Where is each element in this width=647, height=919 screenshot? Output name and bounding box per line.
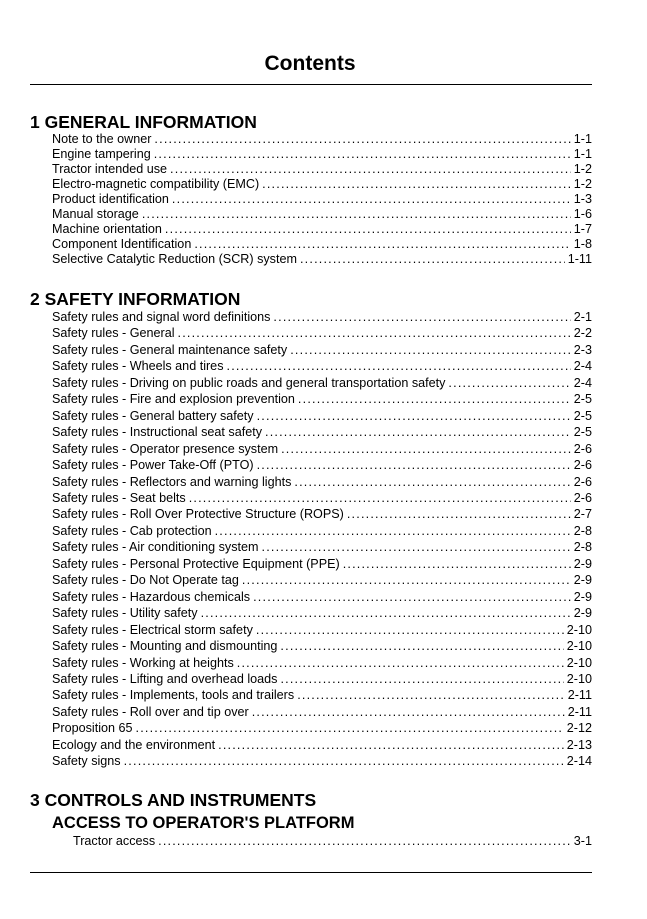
toc-entry[interactable]	[52, 556, 592, 572]
entry-page: 1-11	[567, 252, 592, 266]
entry-label: Ecology and the environment	[52, 737, 216, 752]
entry-page: 1-3	[573, 192, 592, 206]
entry-label: Safety rules - Wheels and tires	[52, 359, 224, 374]
entry-page: 2-6	[573, 490, 592, 505]
entry-page: 1-2	[573, 177, 592, 191]
entry-label: Electro-magnetic compatibility (EMC)	[52, 177, 260, 191]
toc-entry[interactable]	[52, 753, 592, 769]
section-heading: 3 CONTROLS AND INSTRUMENTS	[30, 790, 317, 810]
dot-leader	[347, 506, 571, 522]
section-heading: 1 GENERAL INFORMATION	[30, 112, 257, 132]
entry-page: 2-5	[573, 392, 592, 407]
toc-entry[interactable]	[52, 687, 592, 703]
toc-list	[52, 132, 592, 267]
dot-leader	[170, 162, 571, 177]
entry-label: Tractor intended use	[52, 162, 168, 176]
entry-page: 2-11	[567, 704, 592, 719]
entry-label: Safety rules - General	[52, 326, 175, 341]
toc-entry[interactable]	[52, 671, 592, 687]
dot-leader	[242, 572, 571, 588]
dot-leader	[215, 523, 571, 539]
toc-entry[interactable]	[52, 572, 592, 588]
entry-label: Engine tampering	[52, 147, 151, 161]
entry-label: Safety rules - Cab protection	[52, 523, 212, 538]
dot-leader	[273, 309, 570, 325]
dot-leader	[262, 177, 571, 192]
toc-entry[interactable]	[52, 147, 592, 162]
dot-leader	[136, 720, 564, 736]
entry-page: 2-8	[573, 523, 592, 538]
toc-entry[interactable]	[52, 342, 592, 358]
dot-leader	[262, 539, 571, 555]
dot-leader	[265, 424, 571, 440]
toc-entry[interactable]	[52, 424, 592, 440]
dot-leader	[298, 391, 571, 407]
entry-label: Safety rules - General maintenance safety	[52, 342, 288, 357]
entry-page: 2-4	[573, 375, 592, 390]
toc-entry[interactable]	[52, 737, 592, 753]
entry-page: 1-1	[573, 147, 592, 161]
toc-entry[interactable]	[52, 539, 592, 555]
dot-leader	[280, 638, 563, 654]
dot-leader	[194, 237, 570, 252]
dot-leader	[448, 375, 570, 391]
toc-entry[interactable]	[52, 589, 592, 605]
toc-entry[interactable]	[52, 358, 592, 374]
entry-page: 2-1	[573, 310, 592, 324]
section-safety-information	[30, 290, 592, 770]
entry-label: Safety rules - General battery safety	[52, 408, 254, 423]
toc-entry[interactable]	[52, 375, 592, 391]
entry-label: Product identification	[52, 192, 169, 206]
entry-label: Safety rules - Personal Protective Equipment (PPE)	[52, 556, 340, 571]
entry-label: Safety rules - Operator presence system	[52, 441, 279, 456]
toc-entry[interactable]	[52, 192, 592, 207]
dot-leader	[253, 589, 571, 605]
entry-page: 2-5	[573, 408, 592, 423]
entry-label: Selective Catalytic Reduction (SCR) system	[52, 252, 297, 266]
dot-leader	[158, 833, 571, 849]
dot-leader	[172, 192, 571, 207]
entry-page: 2-2	[573, 326, 592, 341]
entry-page: 2-6	[573, 474, 592, 489]
entry-page: 2-9	[573, 573, 592, 588]
dot-leader	[154, 132, 570, 147]
toc-entry[interactable]	[52, 638, 592, 654]
dot-leader	[124, 753, 564, 769]
toc-entry[interactable]	[52, 655, 592, 671]
entry-page: 2-10	[566, 655, 592, 670]
toc-entry[interactable]	[52, 720, 592, 736]
toc-entry[interactable]	[52, 177, 592, 192]
dot-leader	[290, 342, 571, 358]
toc-entry[interactable]	[52, 506, 592, 522]
entry-label: Safety rules - Lifting and overhead loads	[52, 671, 278, 686]
dot-leader	[178, 325, 571, 341]
subsection-heading: ACCESS TO OPERATOR'S PLATFORM	[52, 814, 355, 832]
toc-entry[interactable]	[52, 622, 592, 638]
toc-entry[interactable]	[52, 457, 592, 473]
dot-leader	[189, 490, 571, 506]
toc-entry[interactable]	[73, 833, 592, 849]
entry-label: Safety rules - Seat belts	[52, 490, 186, 505]
dot-leader	[142, 207, 571, 222]
entry-page: 2-8	[573, 540, 592, 555]
entry-page: 1-1	[573, 132, 592, 146]
top-rule	[30, 84, 592, 85]
toc-entry[interactable]	[52, 325, 592, 341]
section-controls-and-instruments	[30, 791, 592, 849]
dot-leader	[280, 671, 563, 687]
toc-entry[interactable]	[52, 441, 592, 457]
entry-label: Safety rules - Instructional seat safety	[52, 425, 262, 440]
entry-page: 1-8	[573, 237, 592, 251]
toc-entry[interactable]	[52, 523, 592, 539]
entry-label: Machine orientation	[52, 222, 162, 236]
entry-label: Safety rules - Driving on public roads and general transportation safety	[52, 375, 446, 390]
entry-page: 2-10	[566, 639, 592, 654]
entry-label: Safety rules - Working at heights	[52, 655, 234, 670]
entry-label: Manual storage	[52, 207, 139, 221]
dot-leader	[252, 704, 565, 720]
entry-label: Safety rules - Roll over and tip over	[52, 704, 249, 719]
dot-leader	[237, 655, 564, 671]
entry-page: 2-3	[573, 342, 592, 357]
entry-label: Safety rules - Do Not Operate tag	[52, 573, 239, 588]
toc-entry[interactable]	[52, 252, 592, 267]
entry-label: Safety rules - Roll Over Protective Structure (ROPS)	[52, 507, 344, 522]
entry-page: 2-10	[566, 622, 592, 637]
entry-page: 2-9	[573, 606, 592, 621]
entry-label: Safety signs	[52, 754, 121, 769]
entry-page: 1-2	[573, 162, 592, 176]
entry-label: Component Identification	[52, 237, 192, 251]
toc-entry[interactable]	[52, 309, 592, 325]
toc-entry[interactable]	[52, 474, 592, 490]
section-heading: 2 SAFETY INFORMATION	[30, 289, 241, 309]
entry-label: Safety rules - Hazardous chemicals	[52, 589, 251, 604]
toc-entry[interactable]	[52, 132, 592, 147]
entry-page: 2-13	[566, 737, 592, 752]
toc-list	[52, 309, 592, 770]
entry-label: Safety rules - Fire and explosion prevention	[52, 392, 295, 407]
dot-leader	[300, 252, 565, 267]
entry-page: 2-14	[566, 754, 592, 769]
page-title: Contents	[264, 52, 356, 75]
entry-page: 2-6	[573, 441, 592, 456]
toc-entry[interactable]	[52, 162, 592, 177]
dot-leader	[343, 556, 571, 572]
toc-entry[interactable]	[52, 207, 592, 222]
toc-list	[73, 833, 592, 849]
entry-label: Note to the owner	[52, 132, 152, 146]
dot-leader	[256, 622, 564, 638]
entry-page: 2-11	[567, 688, 592, 703]
entry-page: 1-7	[573, 222, 592, 236]
bottom-rule	[30, 872, 592, 873]
toc-entry[interactable]	[52, 222, 592, 237]
entry-label: Safety rules - Electrical storm safety	[52, 622, 253, 637]
entry-page: 2-5	[573, 425, 592, 440]
entry-page: 2-12	[566, 721, 592, 736]
dot-leader	[227, 358, 571, 374]
dot-leader	[281, 441, 571, 457]
entry-label: Proposition 65	[52, 721, 133, 736]
entry-page: 2-10	[566, 671, 592, 686]
toc-entry[interactable]	[52, 237, 592, 252]
entry-page: 2-7	[573, 507, 592, 522]
dot-leader	[165, 222, 571, 237]
entry-label: Safety rules - Air conditioning system	[52, 540, 259, 555]
dot-leader	[218, 737, 564, 753]
entry-label: Safety rules - Utility safety	[52, 606, 198, 621]
entry-label: Safety rules - Power Take-Off (PTO)	[52, 458, 254, 473]
dot-leader	[297, 687, 565, 703]
entry-page: 3-1	[573, 834, 592, 848]
dot-leader	[257, 408, 571, 424]
dot-leader	[294, 474, 570, 490]
dot-leader	[201, 605, 571, 621]
entry-page: 2-4	[573, 359, 592, 374]
toc-entry[interactable]	[52, 704, 592, 720]
dot-leader	[257, 457, 571, 473]
entry-label: Safety rules and signal word definitions	[52, 310, 271, 324]
entry-page: 2-9	[573, 556, 592, 571]
entry-page: 2-9	[573, 589, 592, 604]
section-general-information	[30, 113, 592, 267]
entry-page: 2-6	[573, 458, 592, 473]
toc-entry[interactable]	[52, 408, 592, 424]
entry-label: Safety rules - Implements, tools and trailers	[52, 688, 295, 703]
entry-label: Safety rules - Mounting and dismounting	[52, 639, 278, 654]
entry-label: Safety rules - Reflectors and warning lights	[52, 474, 292, 489]
toc-entry[interactable]	[52, 605, 592, 621]
toc-entry[interactable]	[52, 490, 592, 506]
toc-entry[interactable]	[52, 391, 592, 407]
entry-label: Tractor access	[73, 834, 156, 848]
dot-leader	[154, 147, 571, 162]
entry-page: 1-6	[573, 207, 592, 221]
